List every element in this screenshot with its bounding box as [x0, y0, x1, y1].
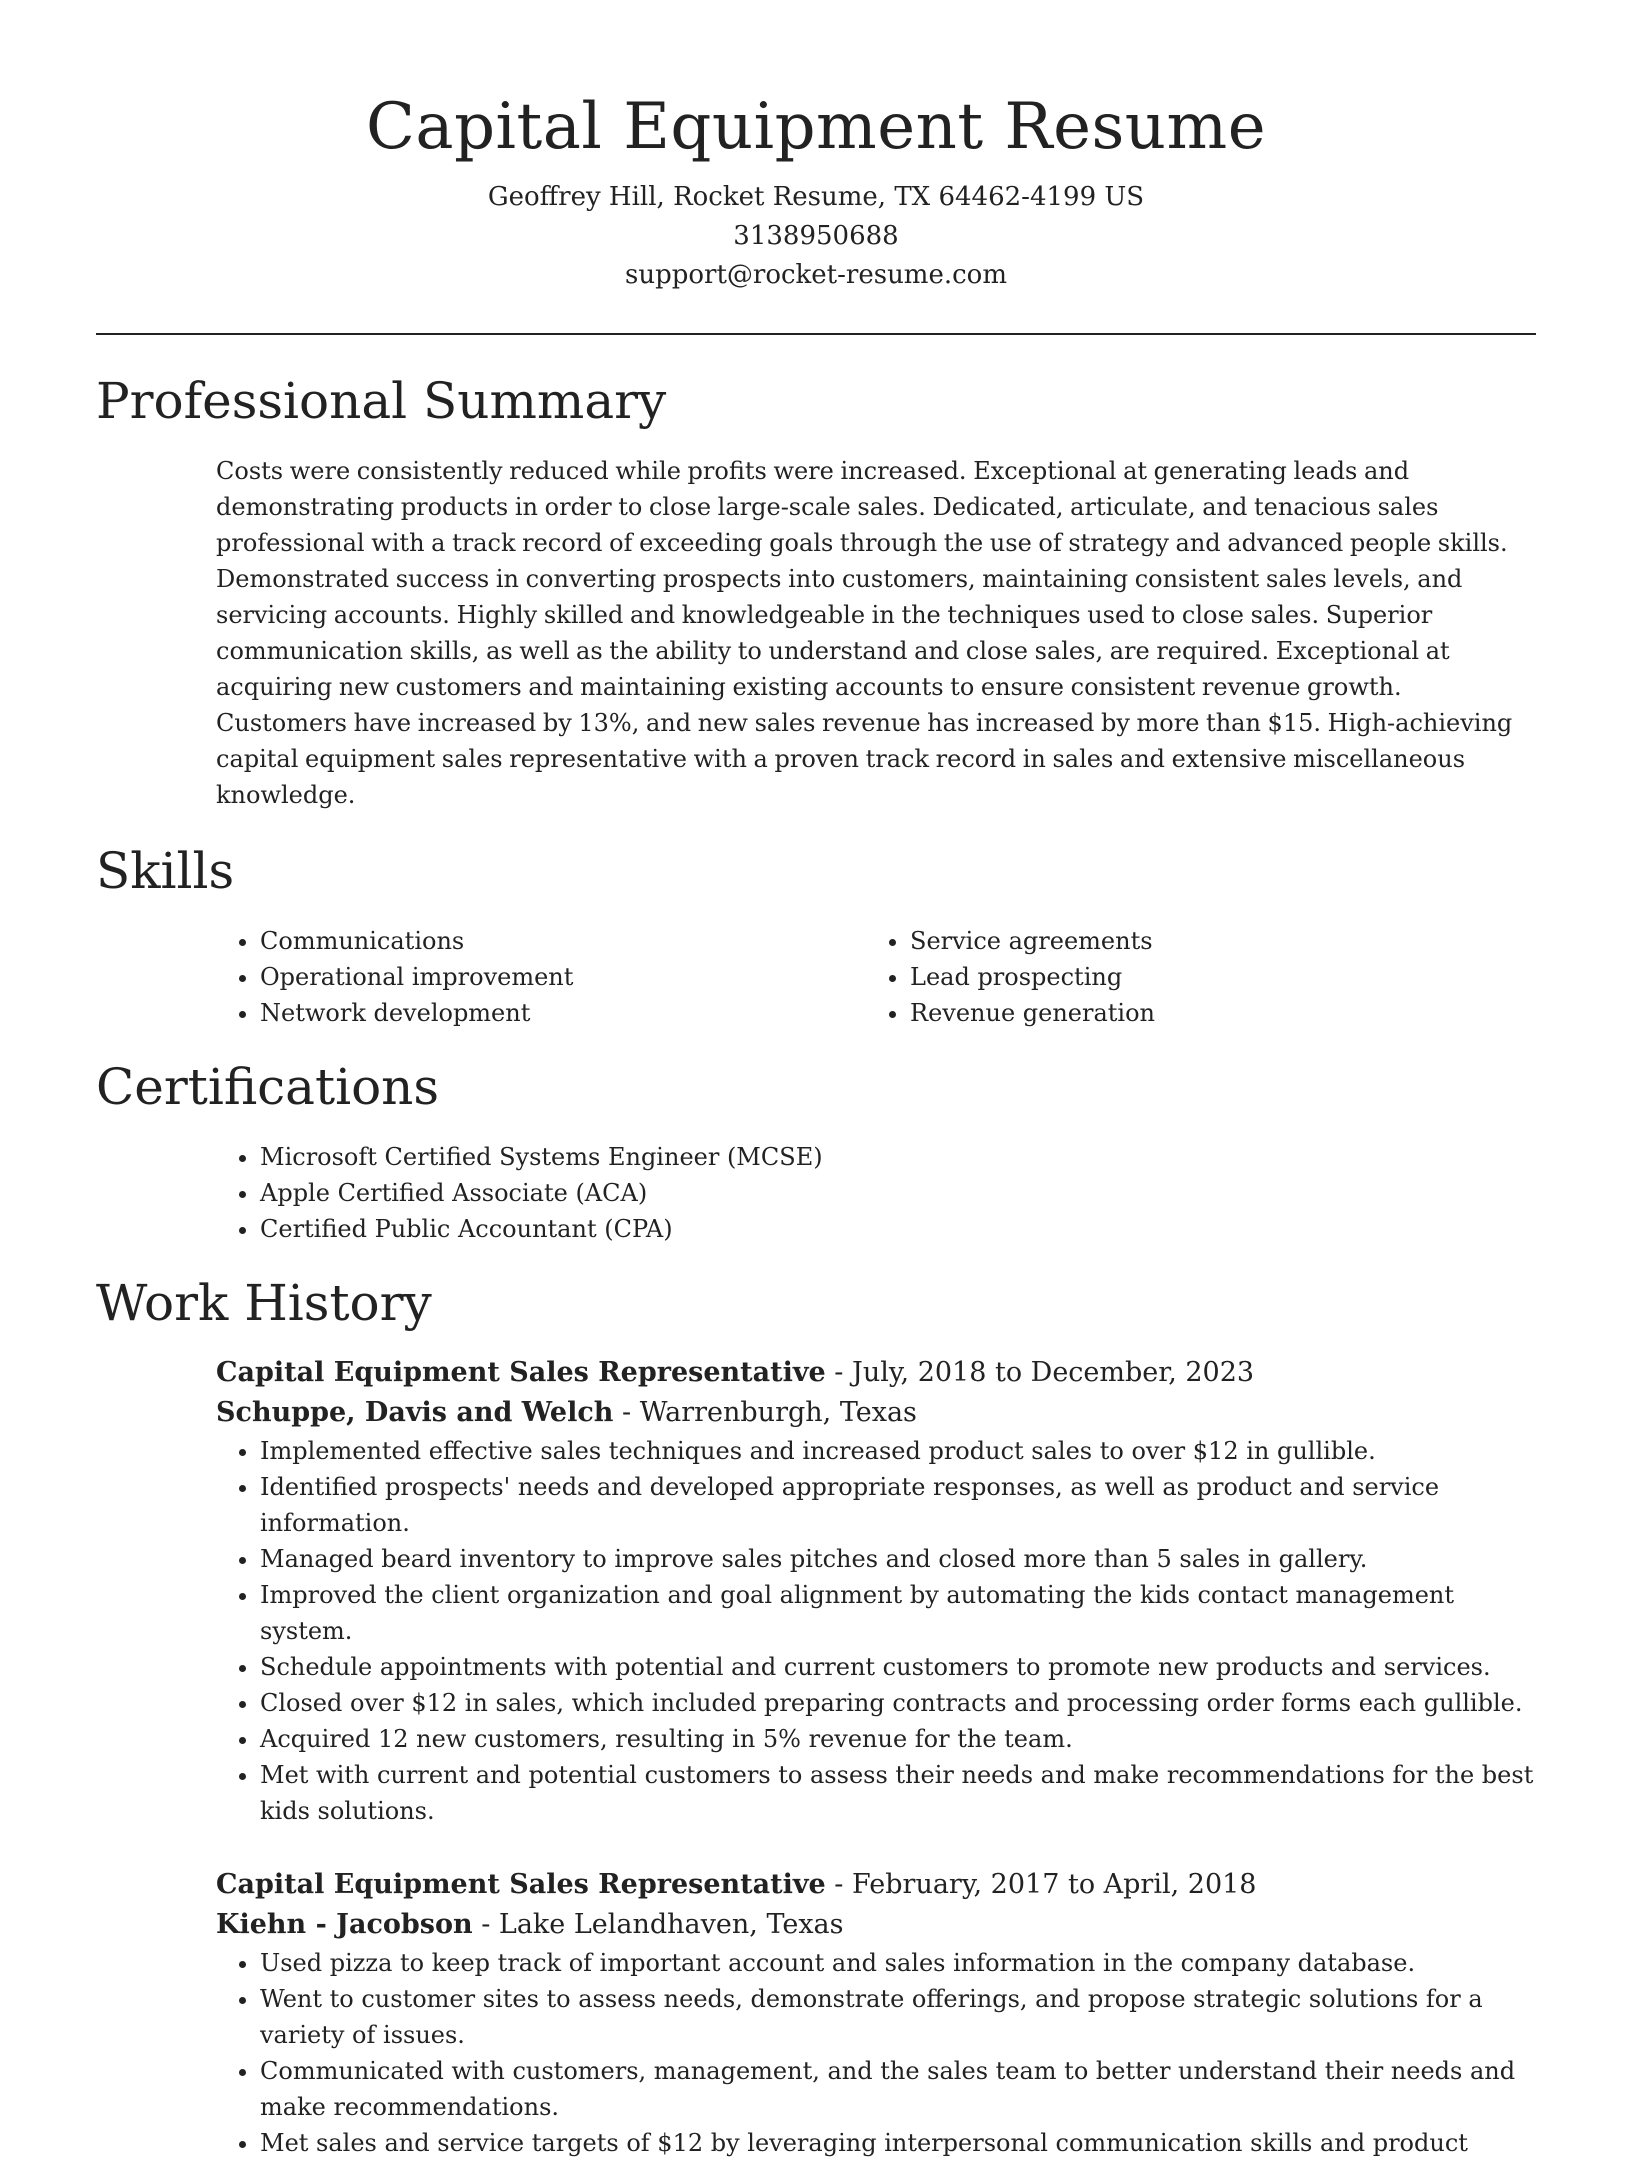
contact-email: support@rocket-resume.com: [624, 260, 1007, 290]
certification-item: • Apple Certified Associate (ACA): [260, 1175, 1536, 1211]
work-history-section: [96, 1271, 1536, 2161]
document-title: Capital Equipment Resume: [365, 90, 1267, 164]
job-bullet: • Communicated with customers, management, and the sales team to better understand their needs and make recommendations.: [260, 2053, 1536, 2125]
section-title-skills: Skills: [96, 842, 235, 900]
skills-section: [96, 839, 1536, 1031]
job-dates: February, 2017 to April, 2018: [852, 1869, 1257, 1900]
job-title-line: Capital Equipment Sales Representative - July, 2018 to December, 2023: [216, 1357, 1255, 1388]
job-entry: [216, 1865, 1536, 2161]
skill-item: • Operational improvement: [260, 959, 866, 995]
contact-address: Geoffrey Hill, Rocket Resume, TX 64462-4199 US: [487, 182, 1145, 212]
section-title-work-history: Work History: [96, 1274, 432, 1332]
skill-item: • Revenue generation: [910, 995, 1516, 1031]
job-bullet: • Acquired 12 new customers, resulting in 5% revenue for the team.: [260, 1721, 1536, 1757]
job-location: Warrenburgh, Texas: [639, 1397, 917, 1428]
section-title-summary: Professional Summary: [96, 372, 667, 430]
job-bullet: • Improved the client organization and goal alignment by automating the kids contact management system.: [260, 1577, 1536, 1649]
skill-item: • Communications: [260, 923, 866, 959]
job-bullet: • Met with current and potential customers to assess their needs and make recommendations for the best kids solutions.: [260, 1757, 1536, 1829]
contact-phone: 3138950688: [733, 221, 899, 251]
job-bullet: • Managed beard inventory to improve sales pitches and closed more than 5 sales in gallery.: [260, 1541, 1536, 1577]
certifications-list-wrapper: [216, 1139, 1536, 1247]
job-bullet: • Implemented effective sales techniques and increased product sales to over $12 in gullible.: [260, 1433, 1536, 1469]
contact-block: [96, 178, 1536, 295]
job-bullet: • Schedule appointments with potential and current customers to promote new products and services.: [260, 1649, 1536, 1685]
skills-column-left: [216, 923, 866, 1031]
certification-item: • Certified Public Accountant (CPA): [260, 1211, 1536, 1247]
certification-item: • Microsoft Certified Systems Engineer (MCSE): [260, 1139, 1536, 1175]
job-bullet: • Went to customer sites to assess needs, demonstrate offerings, and propose strategic solutions for a variety of issues.: [260, 1981, 1536, 2053]
skill-item: • Service agreements: [910, 923, 1516, 959]
job-bullet: • Identified prospects' needs and developed appropriate responses, as well as product and service information.: [260, 1469, 1536, 1541]
job-bullet: • Met sales and service targets of $12 by leveraging interpersonal communication skills and product: [260, 2125, 1536, 2161]
header-divider: [96, 333, 1536, 335]
job-bullet-list: [216, 1945, 1536, 2161]
job-dates: July, 2018 to December, 2023: [852, 1357, 1255, 1388]
job-title-line: Capital Equipment Sales Representative - February, 2017 to April, 2018: [216, 1869, 1257, 1900]
job-title: Capital Equipment Sales Representative: [216, 1357, 826, 1388]
job-bullet-list: [216, 1433, 1536, 1829]
section-title-certifications: Certifications: [96, 1058, 440, 1116]
certifications-list: [216, 1139, 1536, 1247]
certifications-section: [96, 1055, 1536, 1247]
resume-header: [96, 0, 1536, 295]
job-bullet: • Closed over $12 in sales, which included preparing contracts and processing order forms each gullible.: [260, 1685, 1536, 1721]
skills-list-right: [866, 923, 1516, 1031]
skill-item: • Lead prospecting: [910, 959, 1516, 995]
skills-column-right: [866, 923, 1516, 1031]
job-company-line: Schuppe, Davis and Welch - Warrenburgh, Texas: [216, 1397, 917, 1428]
summary-text: Costs were consistently reduced while profits were increased. Exceptional at generating leads and demonstrating products in order to close large-scale sales. Dedicated, articulate, and tenacious sales professional with a track record of exceeding goals through the use of strategy and advanced people skills. Demonstrated success in converting prospects into customers, maintaining consistent sales levels, and servicing accounts. Highly skilled and knowledgeable in the techniques used to close sales. Superior communication skills, as well as the ability to understand and close sales, are required. Exceptional at acquiring new customers and maintaining existing accounts to ensure consistent revenue growth. Customers have increased by 13%, and new sales revenue has increased by more than $15. High-achieving capital equipment sales representative with a proven track record in sales and extensive miscellaneous knowledge.: [216, 457, 1513, 809]
job-entry: [216, 1353, 1536, 1829]
job-location: Lake Lelandhaven, Texas: [498, 1909, 844, 1940]
job-company-line: Kiehn - Jacobson - Lake Lelandhaven, Texas: [216, 1909, 844, 1940]
skills-grid: [216, 923, 1536, 1031]
skill-item: • Network development: [260, 995, 866, 1031]
job-company: Schuppe, Davis and Welch: [216, 1397, 614, 1428]
job-title: Capital Equipment Sales Representative: [216, 1869, 826, 1900]
job-bullet: • Used pizza to keep track of important account and sales information in the company database.: [260, 1945, 1536, 1981]
job-company: Kiehn - Jacobson: [216, 1909, 473, 1940]
skills-list-left: [216, 923, 866, 1031]
professional-summary-section: [96, 369, 1536, 813]
